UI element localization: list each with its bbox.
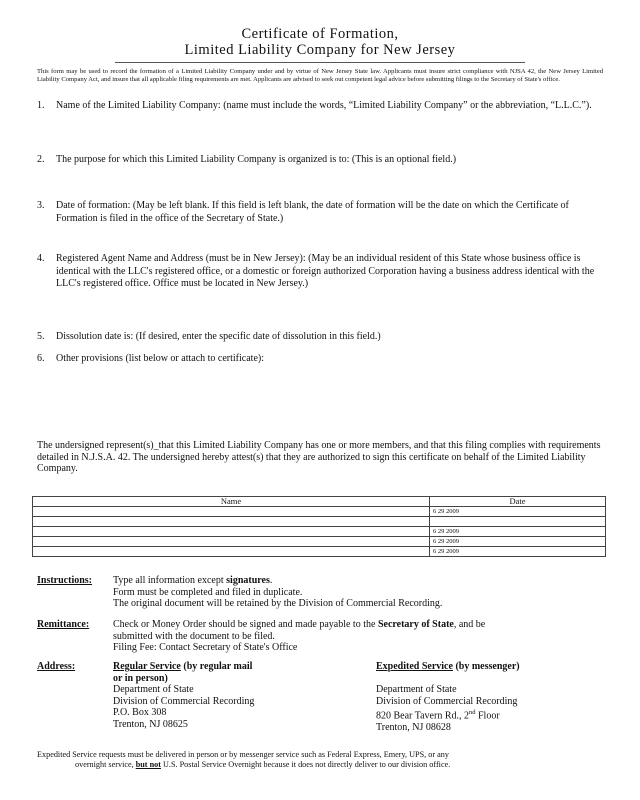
address-line: Trenton, NJ 08625 xyxy=(113,718,188,730)
item-number: 2. xyxy=(37,154,45,165)
item-text: Registered Agent Name and Address (must be in New Jersey): (May be an individual resident of this State whose business office is identical with the LLC's registered office, or a domestic or foreign authorized Corporation having a business address identical with the LLC's registered office. Office must be located in New Jersey.) xyxy=(56,253,595,289)
table-row xyxy=(33,517,606,527)
footer-note xyxy=(37,750,603,770)
footer-line1: Expedited Service requests must be delivered in person or by messenger service such as Federal Express, Emery, UPS, or any xyxy=(37,750,449,759)
item-other-provisions xyxy=(37,353,607,366)
item-purpose xyxy=(37,154,607,167)
signer-date-cell[interactable]: 6 29 2009 xyxy=(430,537,606,547)
signer-name-cell[interactable] xyxy=(33,527,430,537)
item-number: 3. xyxy=(37,200,45,211)
expedited-service-heading: Expedited Service (by messenger) xyxy=(376,661,520,672)
signer-date-cell[interactable] xyxy=(430,517,606,527)
signer-date-cell[interactable]: 6 29 2009 xyxy=(430,547,606,557)
title-divider xyxy=(115,62,525,63)
item-dissolution-date xyxy=(37,331,607,344)
attestation-paragraph: The undersigned represent(s)_that this Limited Liability Company has one or more members, and that this filing complies with requirements detailed in N.J.S.A. 42. The undersigned hereby attest(s) that they are authorized to sign this certificate on behalf of the Limited Liability Company. xyxy=(37,440,601,474)
date-column-header: Date xyxy=(430,497,606,507)
item-llc-name xyxy=(37,100,607,113)
item-number: 6. xyxy=(37,353,45,364)
signer-name-cell[interactable] xyxy=(33,507,430,517)
item-text: Dissolution date is: (If desired, enter the specific date of dissolution in this field.) xyxy=(56,331,381,342)
form-title-line2: Limited Liability Company for New Jersey xyxy=(184,42,456,58)
item-number: 4. xyxy=(37,253,45,264)
item-text: Date of formation: (May be left blank. If this field is left blank, the date of formation will be the date on which the Certificate of Formation is filed in the office of the Secretary of State.) xyxy=(56,200,569,224)
address-label: Address: xyxy=(37,661,76,672)
address-line: Trenton, NJ 08628 xyxy=(376,721,451,733)
item-text: Name of the Limited Liability Company: (name must include the words, “Limited Liability Company” or the abbreviation, “L.L.C.”). xyxy=(56,100,592,111)
table-row xyxy=(33,507,606,517)
item-registered-agent xyxy=(37,253,607,291)
signer-name-cell[interactable] xyxy=(33,547,430,557)
signer-date-cell[interactable]: 6 29 2009 xyxy=(430,527,606,537)
footer-line2: overnight service, but not U.S. Postal Service Overnight because it does not directly deliver to our division office. xyxy=(75,760,451,769)
item-text: The purpose for which this Limited Liability Company is organized is to: (This is an optional field.) xyxy=(56,154,457,165)
signer-name-cell[interactable] xyxy=(33,517,430,527)
remittance-line2: submitted with the document to be filed. xyxy=(113,630,275,642)
item-text: Other provisions (list below or attach to certificate): xyxy=(56,353,264,364)
regular-service-address xyxy=(113,661,373,730)
item-number: 1. xyxy=(37,100,45,111)
item-date-of-formation xyxy=(37,200,607,225)
regular-service-heading-line2: or in person) xyxy=(113,672,168,684)
item-number: 5. xyxy=(37,331,45,342)
address-line: Division of Commercial Recording xyxy=(113,695,255,707)
table-row xyxy=(33,537,606,547)
address-line: Department of State xyxy=(113,684,194,695)
table-row xyxy=(33,527,606,537)
intro-paragraph: This form may be used to record the formation of a Limited Liability Company under and by virtue of New Jersey State law. Applicants must insure strict compliance with NJSA 42, the New Jersey Limited Liability Company Act, and insure that all applicable filing requirements are met. Applicants are advised to seek out competent legal advice before submitting filings to the Secretary of State's office. xyxy=(37,68,603,84)
instructions-line3: The original document will be retained by the Division of Commercial Recording. xyxy=(113,598,443,609)
form-title-line1: Certificate of Formation, xyxy=(241,26,399,42)
regular-service-heading: Regular Service (by regular mail xyxy=(113,661,253,672)
table-row xyxy=(33,547,606,557)
signer-name-cell[interactable] xyxy=(33,537,430,547)
address-line: Division of Commercial Recording xyxy=(376,695,518,707)
expedited-service-address xyxy=(376,661,616,733)
address-line-street: 820 Bear Tavern Rd., 2nd Floor xyxy=(376,709,500,722)
name-column-header: Name xyxy=(33,497,430,507)
address-line: Department of State xyxy=(376,684,457,695)
address-line: P.O. Box 308 xyxy=(113,707,167,718)
remittance-line1: Check or Money Order should be signed and made payable to the Secretary of State, and be xyxy=(113,619,486,630)
instructions-line2: Form must be completed and filed in duplicate. xyxy=(113,586,303,598)
signature-table xyxy=(32,496,606,557)
remittance-label: Remittance: xyxy=(37,619,90,630)
instructions-line1: Type all information except signatures. xyxy=(113,575,273,586)
signer-date-cell[interactable]: 6 29 2009 xyxy=(430,507,606,517)
remittance-line3: Filing Fee: Contact Secretary of State's Office xyxy=(113,642,298,653)
instructions-label: Instructions: xyxy=(37,575,93,586)
